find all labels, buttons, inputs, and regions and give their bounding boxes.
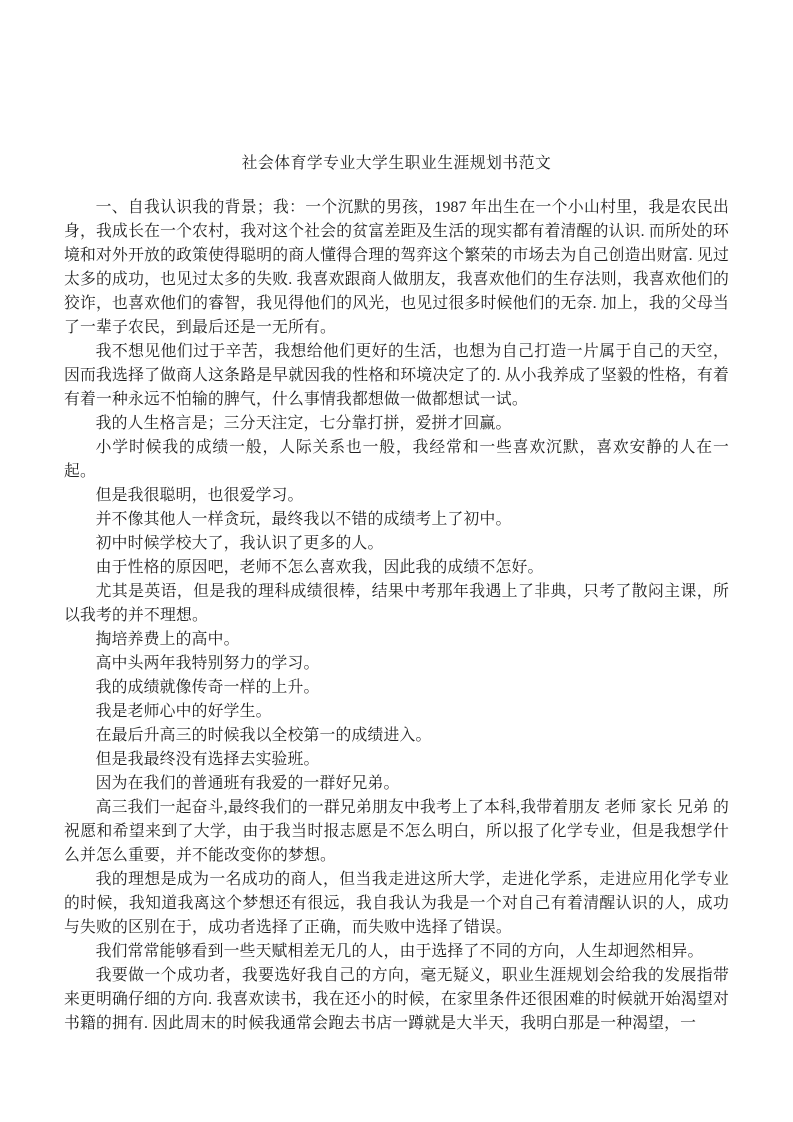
body-paragraph: 我的人生格言是；三分天注定，七分靠打拼，爱拼才回赢。 (95, 415, 512, 432)
body-paragraph: 小学时候我的成绩一般，人际关系也一般，我经常和一些喜欢沉默，喜欢安静的人在一起。 (64, 439, 729, 480)
body-paragraph: 掏培养费上的高中。 (95, 631, 240, 648)
body-paragraph: 初中时候学校大了，我认识了更多的人。 (95, 535, 384, 552)
body-paragraph: 并不像其他人一样贪玩，最终我以不错的成绩考上了初中。 (95, 511, 512, 528)
body-paragraph: 我不想见他们过于辛苦，我想给他们更好的生活，也想为自己打造一片属于自己的天空，因而我选择了做商人这条路是早就因我的性格和环境决定了的. 从小我养成了坚毅的性格，有着有着一种永远不怕输的脾气，什么事情我都想做一做都想试一试。 (64, 343, 729, 408)
body-paragraph: 因为在我们的普通班有我爱的一群好兄弟。 (95, 775, 400, 792)
body-paragraph: 我的理想是成为一名成功的商人，但当我走进这所大学，走进化学系，走进应用化学专业的时候，我知道我离这个梦想还有很远，我自我认为我是一个对自己有着清醒认识的人，成功与失败的区别在于，成功者选择了正确，而失败中选择了错误。 (64, 871, 729, 936)
body-paragraph: 在最后升高三的时候我以全校第一的成绩进入。 (95, 727, 432, 744)
body-paragraph: 高三我们一起奋斗,最终我们的一群兄弟朋友中我考上了本科,我带着朋友 老师 家长 兄弟 的祝愿和希望来到了大学，由于我当时报志愿是不怎么明白，所以报了化学专业，但是我想学什么并怎么重要，并不能改变你的梦想。 (64, 799, 729, 864)
body-paragraph: 由于性格的原因吧，老师不怎么喜欢我，因此我的成绩不怎好。 (95, 559, 544, 576)
body-paragraph: 我要做一个成功者，我要选好我自己的方向，毫无疑义，职业生涯规划会给我的发展指带来更明确仔细的方向. 我喜欢读书，我在还小的时候，在家里条件还很困难的时候就开始渴望对书籍的拥有. 因此周末的时候我通常会跑去书店一蹲就是大半天，我明白那是一种渴望，一 (64, 967, 729, 1032)
body-paragraph: 我是老师心中的好学生。 (95, 703, 272, 720)
body-paragraph: 但是我很聪明，也很爱学习。 (95, 487, 304, 504)
body-paragraph: 我的成绩就像传奇一样的上升。 (95, 679, 320, 696)
document-body (64, 196, 729, 1036)
page-title: 社会体育学专业大学生职业生涯规划书范文 (241, 155, 552, 172)
body-paragraph: 一、自我认识我的背景；我：一个沉默的男孩，1987 年出生在一个小山村里，我是农民出身，我成长在一个农村，我对这个社会的贫富差距及生活的现实都有着清醒的认识. 而所处的环境和对外开放的政策使得聪明的商人懂得合理的驾弈这个繁荣的市场去为自己创造出财富. 见过太多的成功，也见过太多的失败. 我喜欢跟商人做朋友，我喜欢他们的生存法则，我喜欢他们的狡诈，也喜欢他们的睿智，我见得他们的风光，也见过很多时候他们的无奈. 加上，我的父母当了一辈子农民，到最后还是一无所有。 (64, 199, 729, 336)
body-paragraph: 尤其是英语，但是我的理科成绩很棒，结果中考那年我遇上了非典，只考了散闷主课，所以我考的并不理想。 (64, 583, 729, 624)
body-paragraph: 但是我最终没有选择去实验班。 (95, 751, 320, 768)
body-paragraph: 高中头两年我特别努力的学习。 (95, 655, 320, 672)
body-paragraph: 我们常常能够看到一些天赋相差无几的人，由于选择了不同的方向，人生却迥然相异。 (95, 943, 704, 960)
